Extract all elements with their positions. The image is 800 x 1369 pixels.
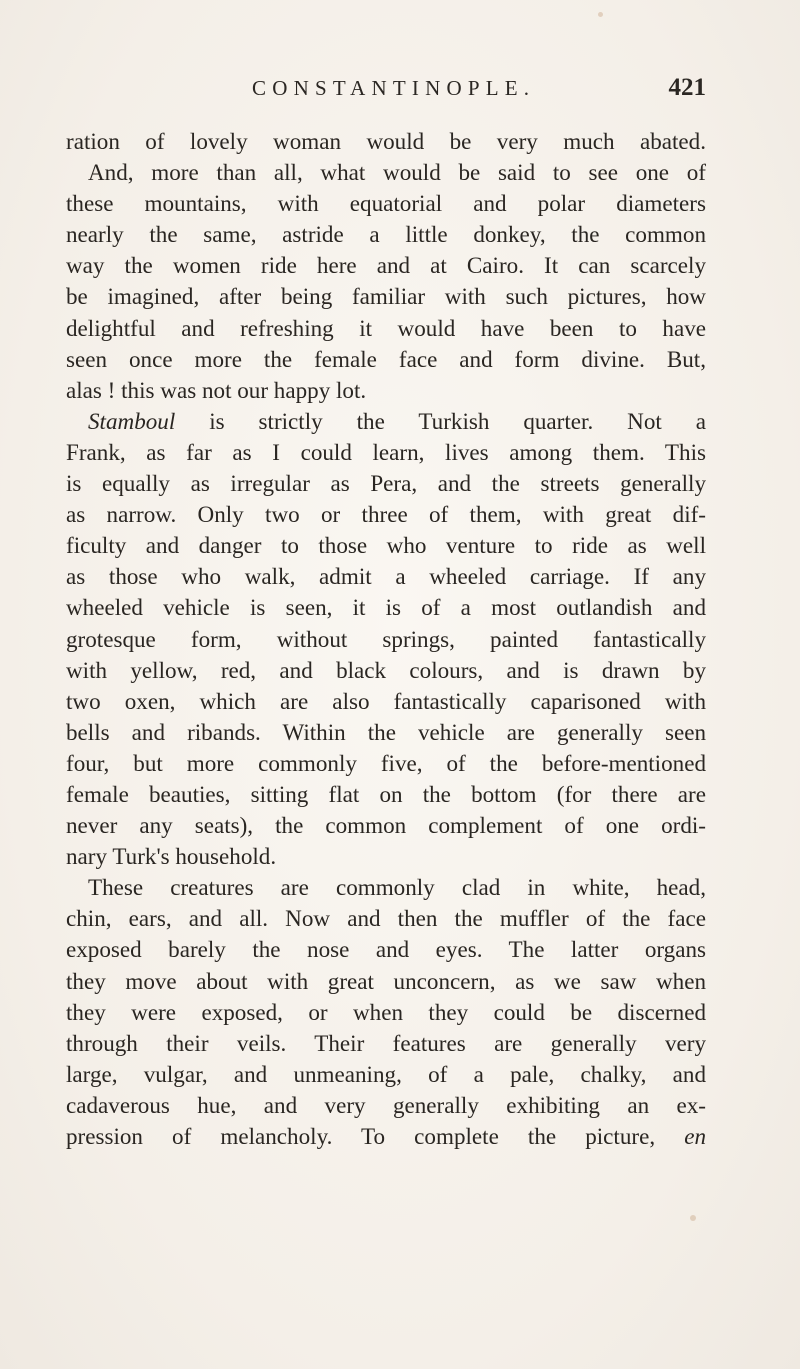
italic-word: en (684, 1123, 706, 1149)
text-line: four, but more commonly five, of the before-mentioned (66, 749, 706, 776)
text-line: as narrow. Only two or three of them, with great dif- (66, 501, 706, 528)
paper-speck (690, 1215, 696, 1221)
text-line: they were exposed, or when they could be discerned (66, 998, 706, 1025)
text-line: way the women ride here and at Cairo. It can scarcely (66, 252, 706, 279)
text-line-final (66, 1121, 706, 1152)
paragraph-end-line: nary Turk's household. (66, 843, 277, 870)
text-line: is equally as irregular as Pera, and the streets generally (66, 470, 706, 497)
line-remainder: pression of melancholy. To complete the picture, (66, 1123, 685, 1149)
text-line: nearly the same, astride a little donkey, the common (66, 221, 706, 248)
page-header (66, 74, 706, 114)
page-number: 421 (668, 74, 706, 101)
text-line-stamboul (66, 406, 706, 437)
text-line: ficulty and danger to those who venture to ride as well (66, 532, 706, 559)
text-line: as those who walk, admit a wheeled carriage. If any (66, 563, 706, 590)
italic-word: Stamboul (88, 407, 176, 434)
text-line: be imagined, after being familiar with such pictures, how (66, 283, 706, 310)
text-line: chin, ears, and all. Now and then the muffler of the face (66, 905, 706, 932)
text-line: cadaverous hue, and very generally exhibiting an ex- (66, 1091, 706, 1118)
text-line: wheeled vehicle is seen, it is of a most outlandish and (66, 594, 706, 621)
text-line: seen once more the female face and form divine. But, (66, 345, 706, 372)
body-text (66, 126, 706, 1152)
text-line: they move about with great unconcern, as we saw when (66, 967, 706, 994)
text-line: large, vulgar, and unmeaning, of a pale, chalky, and (66, 1060, 706, 1087)
text-line: These creatures are commonly clad in white, head, (88, 874, 706, 901)
running-title: CONSTANTINOPLE. (252, 76, 536, 100)
text-line: through their veils. Their features are generally very (66, 1029, 706, 1056)
text-line: with yellow, red, and black colours, and is drawn by (66, 656, 706, 683)
paragraph-end-line: alas ! this was not our happy lot. (66, 376, 367, 403)
text-line: bells and ribands. Within the vehicle are generally seen (66, 718, 706, 745)
text-line: never any seats), the common complement of one ordi- (66, 812, 706, 839)
text-line: delightful and refreshing it would have been to have (66, 314, 706, 341)
text-line: exposed barely the nose and eyes. The latter organs (66, 936, 706, 963)
text-line: female beauties, sitting flat on the bottom (for there are (66, 780, 706, 807)
text-line: grotesque form, without springs, painted fantastically (66, 625, 706, 652)
paper-speck (598, 12, 603, 17)
text-line: these mountains, with equatorial and polar diameters (66, 190, 706, 217)
text-line: And, more than all, what would be said to see one of (88, 159, 706, 186)
text-line: Frank, as far as I could learn, lives among them. This (66, 438, 706, 465)
text-line: ration of lovely woman would be very much abated. (66, 128, 706, 154)
text-line: two oxen, which are also fantastically caparisoned with (66, 687, 706, 714)
line-remainder: is strictly the Turkish quarter. Not a (175, 407, 706, 434)
